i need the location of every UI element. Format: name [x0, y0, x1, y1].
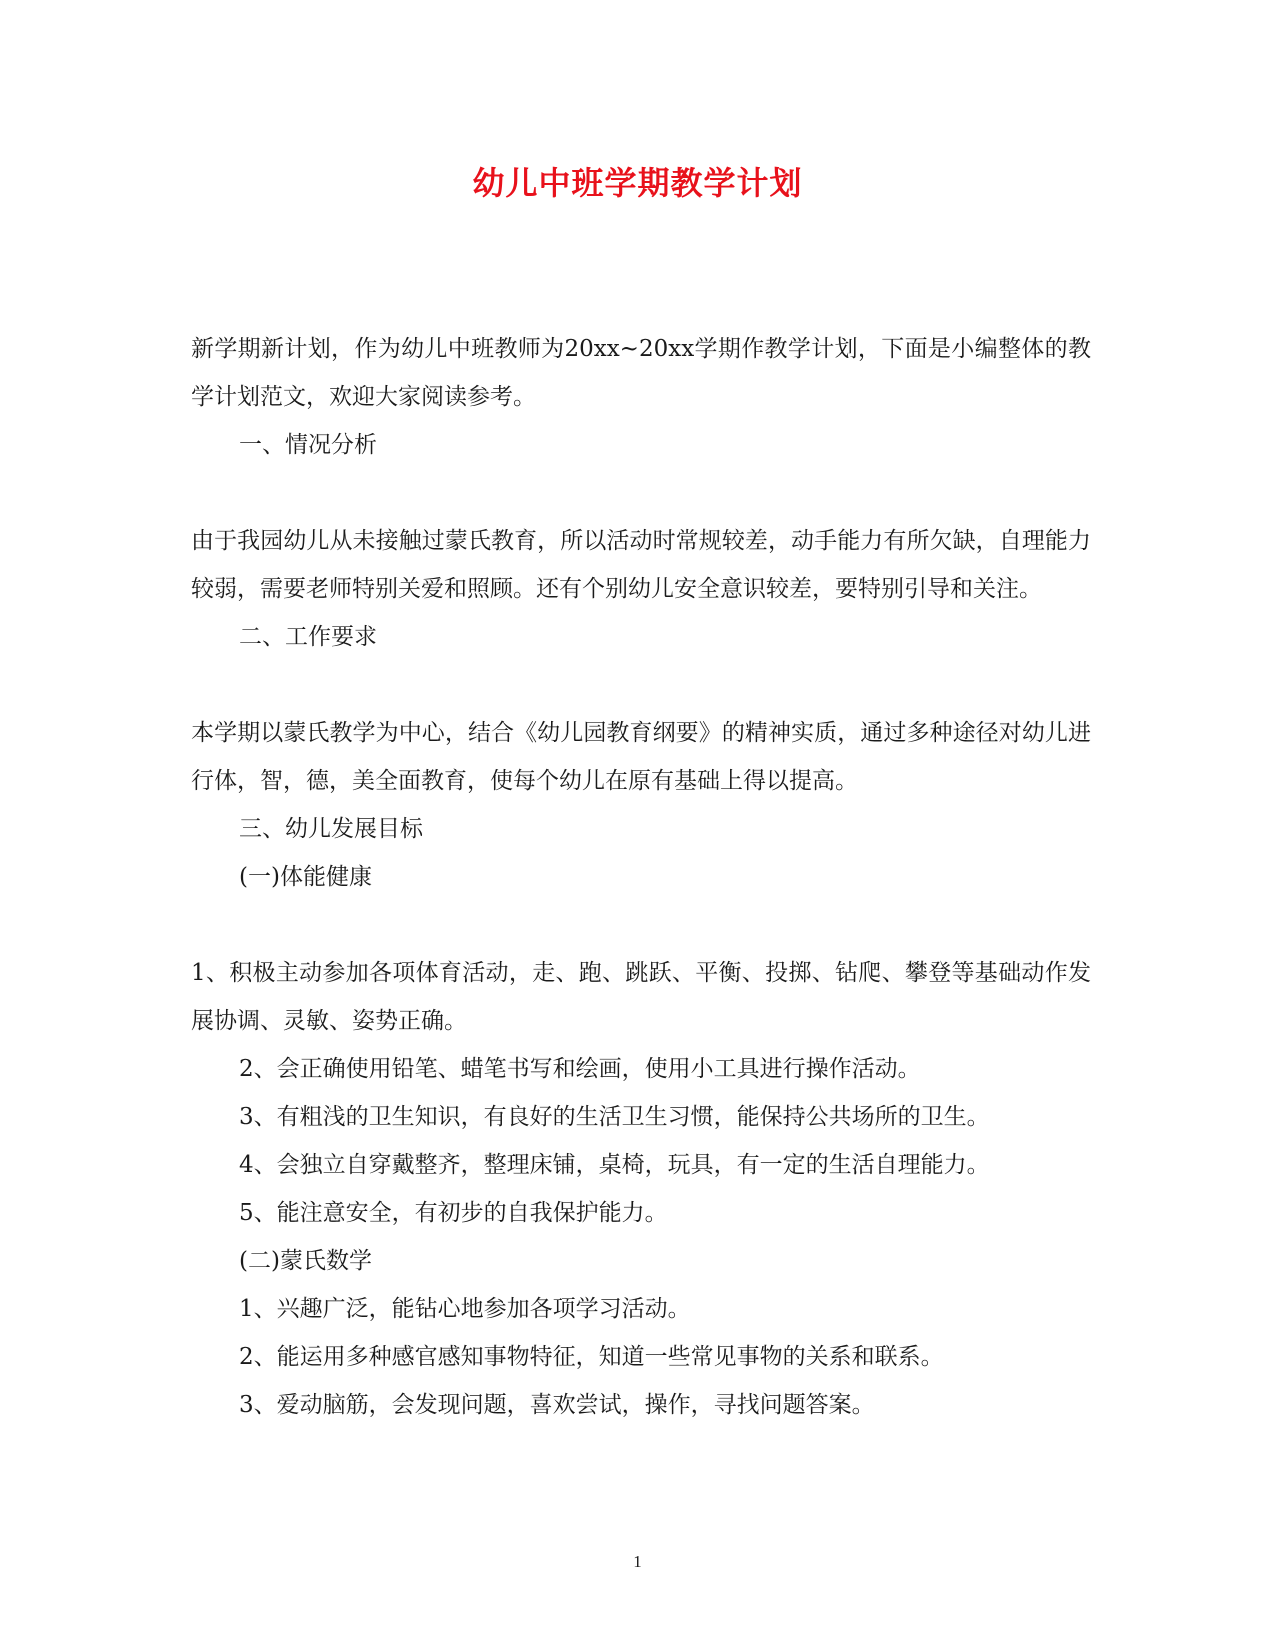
list-item: 1、积极主动参加各项体育活动，走、跑、跳跃、平衡、投掷、钻爬、攀登等基础动作发展协调、灵敏、姿势正确。 [191, 960, 1091, 1034]
list-item: 4、会独立自穿戴整齐，整理床铺，桌椅，玩具，有一定的生活自理能力。 [239, 1152, 990, 1178]
requirements-paragraph: 本学期以蒙氏教学为中心，结合《幼儿园教育纲要》的精神实质，通过多种途径对幼儿进行体，智，德，美全面教育，使每个幼儿在原有基础上得以提高。 [191, 720, 1091, 794]
list-item: 3、有粗浅的卫生知识，有良好的生活卫生习惯，能保持公共场所的卫生。 [239, 1104, 990, 1130]
page-number: 1 [633, 1552, 642, 1571]
section-heading-requirements: 二、工作要求 [239, 624, 377, 650]
situation-paragraph: 由于我园幼儿从未接触过蒙氏教育，所以活动时常规较差，动手能力有所欠缺，自理能力较弱，需要老师特别关爱和照顾。还有个别幼儿安全意识较差，要特别引导和关注。 [191, 528, 1091, 602]
list-item: 2、能运用多种感官感知事物特征，知道一些常见事物的关系和联系。 [239, 1344, 944, 1370]
document-title: 幼儿中班学期教学计划 [472, 164, 803, 202]
subsection-heading-physical: (一)体能健康 [239, 864, 372, 890]
list-item: 2、会正确使用铅笔、蜡笔书写和绘画，使用小工具进行操作活动。 [239, 1056, 921, 1082]
document-body [191, 325, 1091, 1429]
section-heading-situation: 一、情况分析 [239, 432, 377, 458]
intro-paragraph: 新学期新计划，作为幼儿中班教师为20xx~20xx学期作教学计划，下面是小编整体的教学计划范文，欢迎大家阅读参考。 [191, 336, 1091, 410]
list-item: 1、兴趣广泛，能钻心地参加各项学习活动。 [239, 1296, 691, 1322]
list-item: 3、爱动脑筋，会发现问题，喜欢尝试，操作，寻找问题答案。 [239, 1392, 875, 1418]
subsection-heading-math: (二)蒙氏数学 [239, 1248, 372, 1274]
list-item: 5、能注意安全，有初步的自我保护能力。 [239, 1200, 668, 1226]
section-heading-goals: 三、幼儿发展目标 [239, 816, 423, 842]
